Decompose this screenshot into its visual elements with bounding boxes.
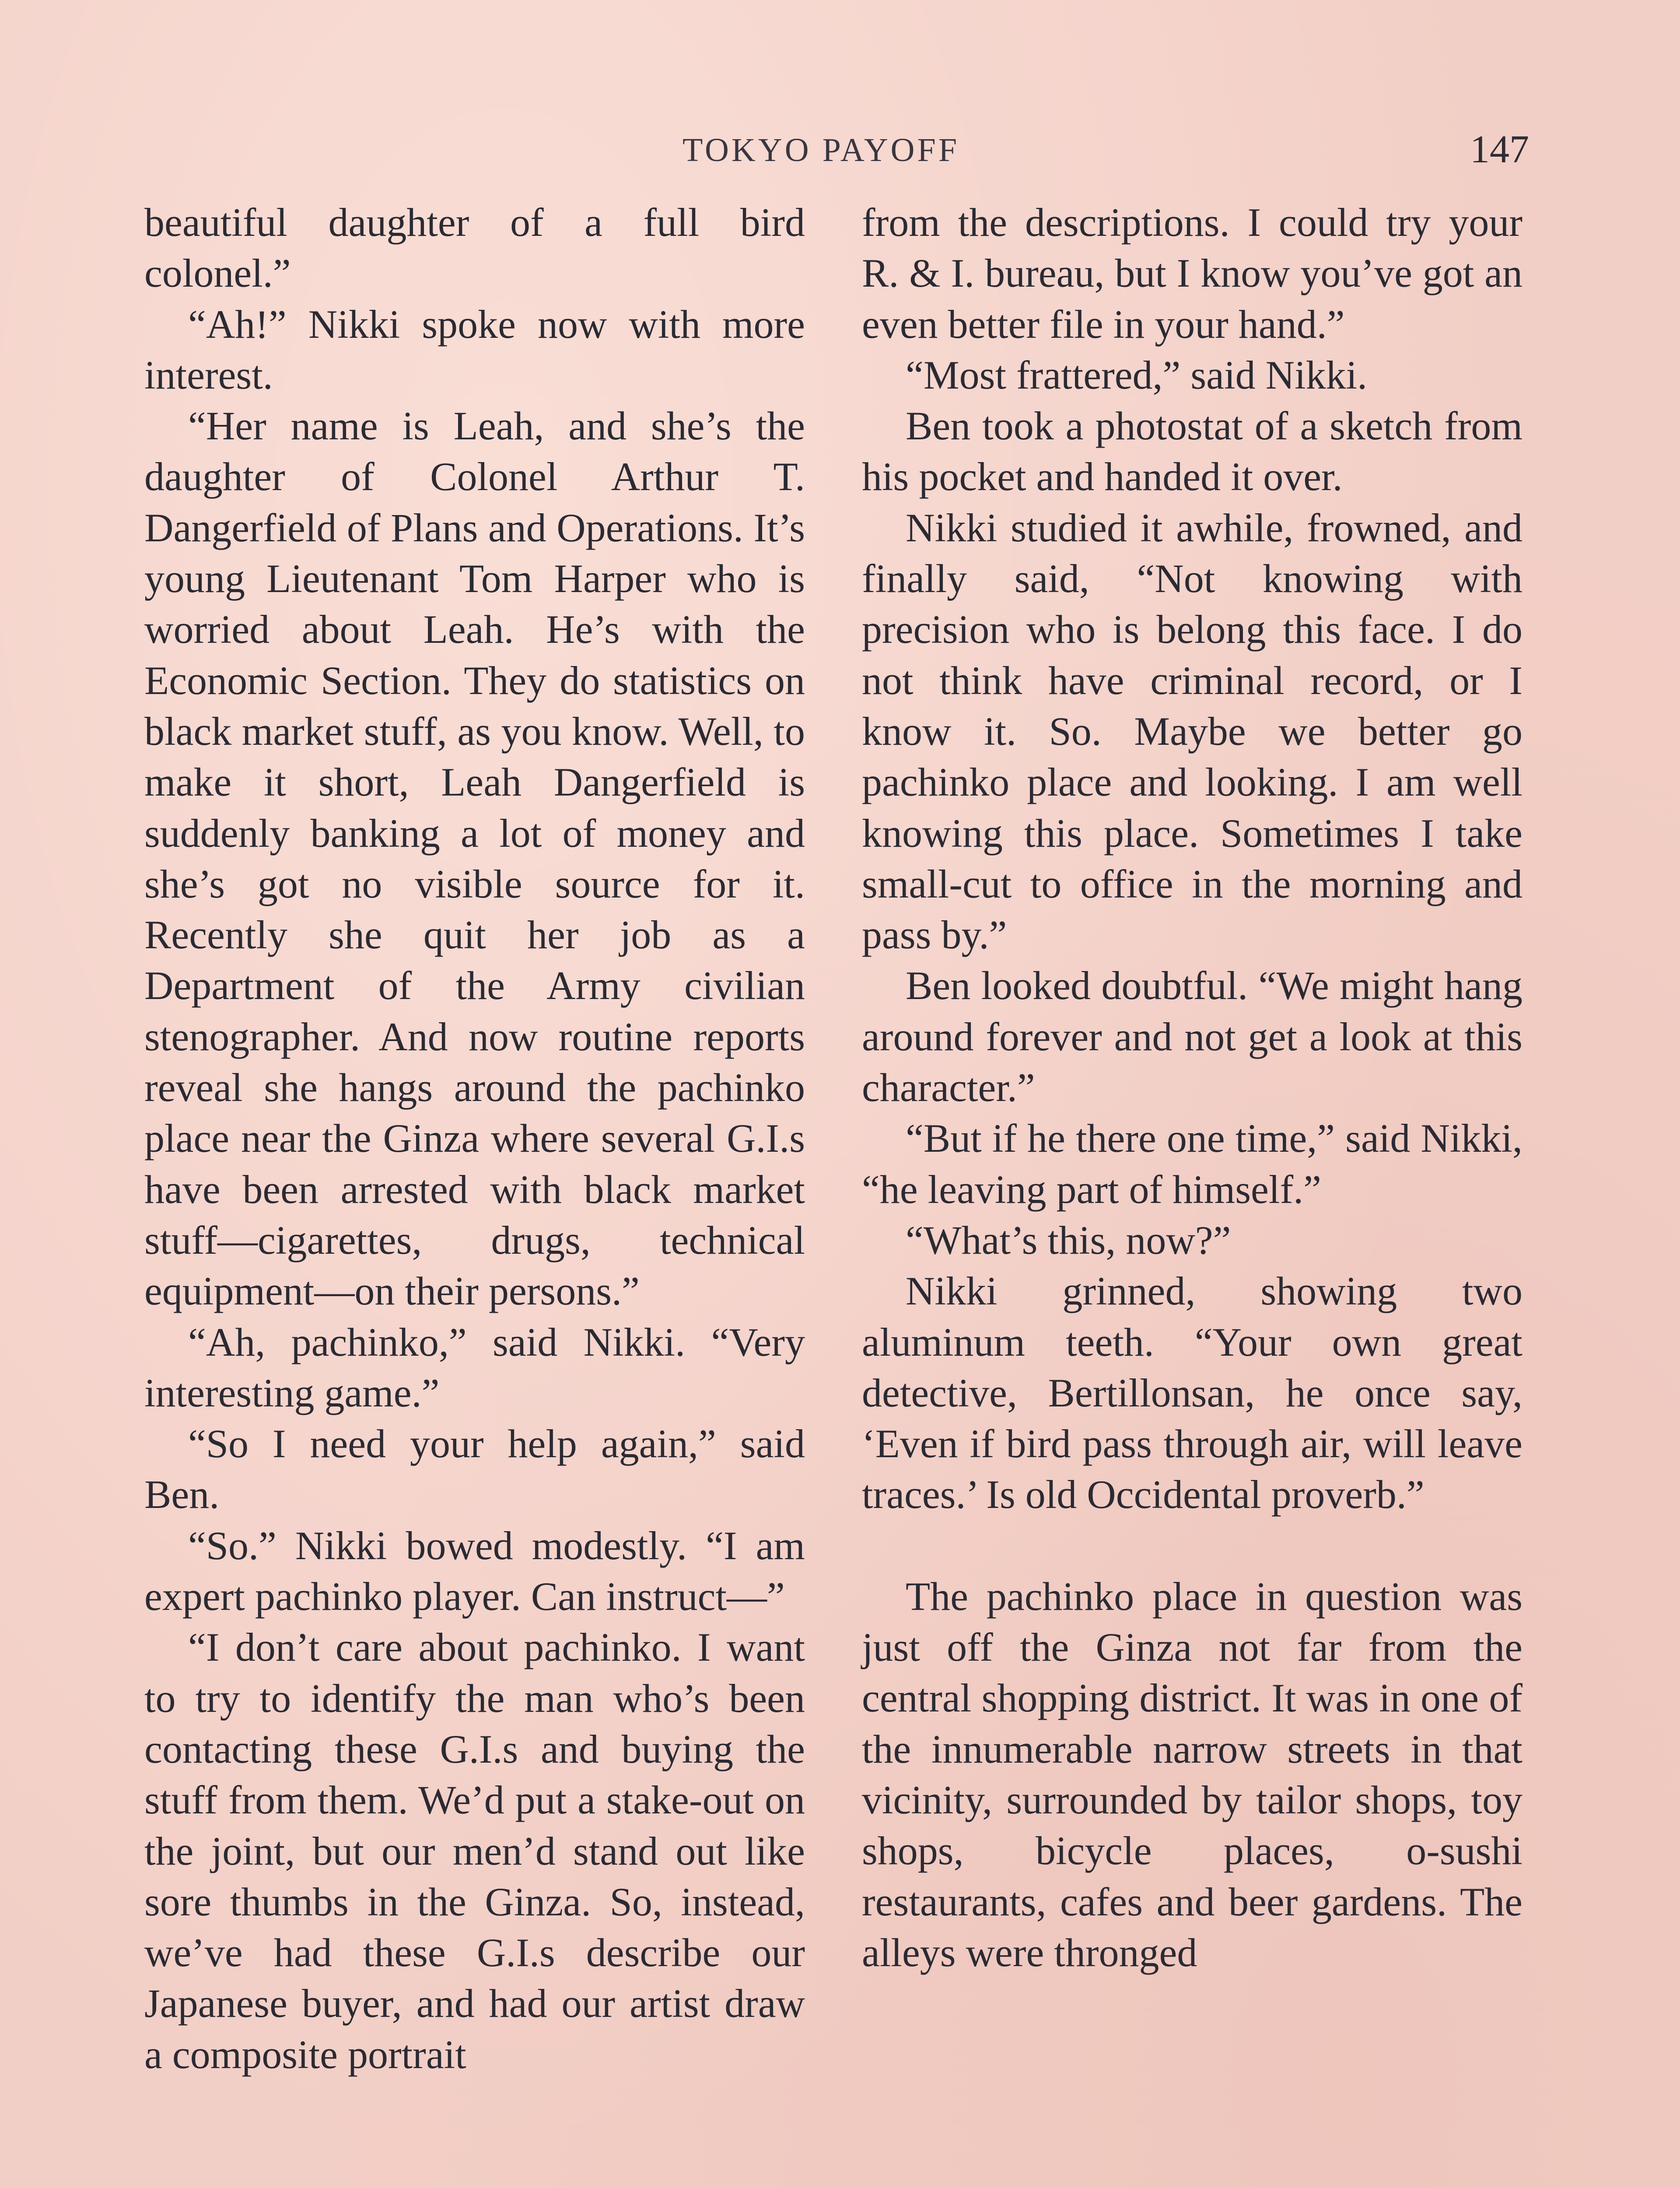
paragraph: The pachinko place in question was just off the Ginza not far from the central shopping district. It was in one of the innumerable narrow streets in that vicinity, surrounded by tailor shops, toy shops, bicycle places, o-sushi restaurants, cafes and beer gardens. The alleys were thronged: [862, 1574, 1522, 1975]
paragraph: Nikki grinned, showing two aluminum teeth. “Your own great detective, Bertillonsan, he once say, ‘Even if bird pass through air, will leave traces.’ Is old Occidental proverb.”: [862, 1269, 1522, 1517]
running-title: TOKYO PAYOFF: [682, 132, 960, 168]
page-number: 147: [1470, 128, 1529, 171]
paragraph: “What’s this, now?”: [906, 1217, 1231, 1262]
paragraph: “Her name is Leah, and she’s the daughter of Colonel Arthur T. Dangerfield of Plans and Operations. It’s young Lieutenant Tom Harper who is worried about Leah. He’s with the Economic Section. They do statistics on black market stuff, as you know. Well, to make it short, Leah Dangerfield is suddenly banking a lot of money and she’s got no visible source for it. Recently she quit her job as a Department of the Army civilian stenographer. And now routine reports reveal she hangs around the pachinko place near the Ginza where several G.I.s have been arrested with black market stuff—cigarettes, drugs, technical equipment—on their persons.”: [144, 403, 805, 1314]
paragraph: “But if he there one time,” said Nikki, “he leaving part of himself.”: [862, 1116, 1522, 1212]
right-text-column: [862, 197, 1522, 1978]
left-text-column: [144, 197, 805, 2080]
paragraph: “Most frattered,” said Nikki.: [906, 352, 1368, 397]
paragraph: “Ah, pachinko,” said Nikki. “Very interesting game.”: [144, 1319, 805, 1415]
paragraph: “I don’t care about pachinko. I want to try to identify the man who’s been contacting these G.I.s and buying the stuff from them. We’d put a stake-out on the joint, but our men’d stand out like sore thumbs in the Ginza. So, instead, we’ve had these G.I.s describe our Japanese buyer, and had our artist draw a composite portrait: [144, 1625, 805, 2077]
paragraph: “Ah!” Nikki spoke now with more interest.: [144, 302, 805, 397]
paragraph: beautiful daughter of a full bird colonel.”: [144, 200, 805, 296]
paragraph: “So I need your help again,” said Ben.: [144, 1421, 805, 1517]
paragraph: from the descriptions. I could try your R. & I. bureau, but I know you’ve got an even better file in your hand.”: [862, 200, 1522, 347]
paragraph: “So.” Nikki bowed modestly. “I am expert pachinko player. Can instruct—”: [144, 1523, 805, 1619]
paragraph: Ben took a photostat of a sketch from his pocket and handed it over.: [862, 403, 1522, 499]
paragraph: Nikki studied it awhile, frowned, and finally said, “Not knowing with precision who is belong this face. I do not think have criminal record, or I know it. So. Maybe we better go pachinko place and looking. I am well knowing this place. Sometimes I take small-cut to office in the morning and pass by.”: [862, 505, 1522, 957]
paragraph: Ben looked doubtful. “We might hang around forever and not get a look at this character.”: [862, 963, 1522, 1110]
